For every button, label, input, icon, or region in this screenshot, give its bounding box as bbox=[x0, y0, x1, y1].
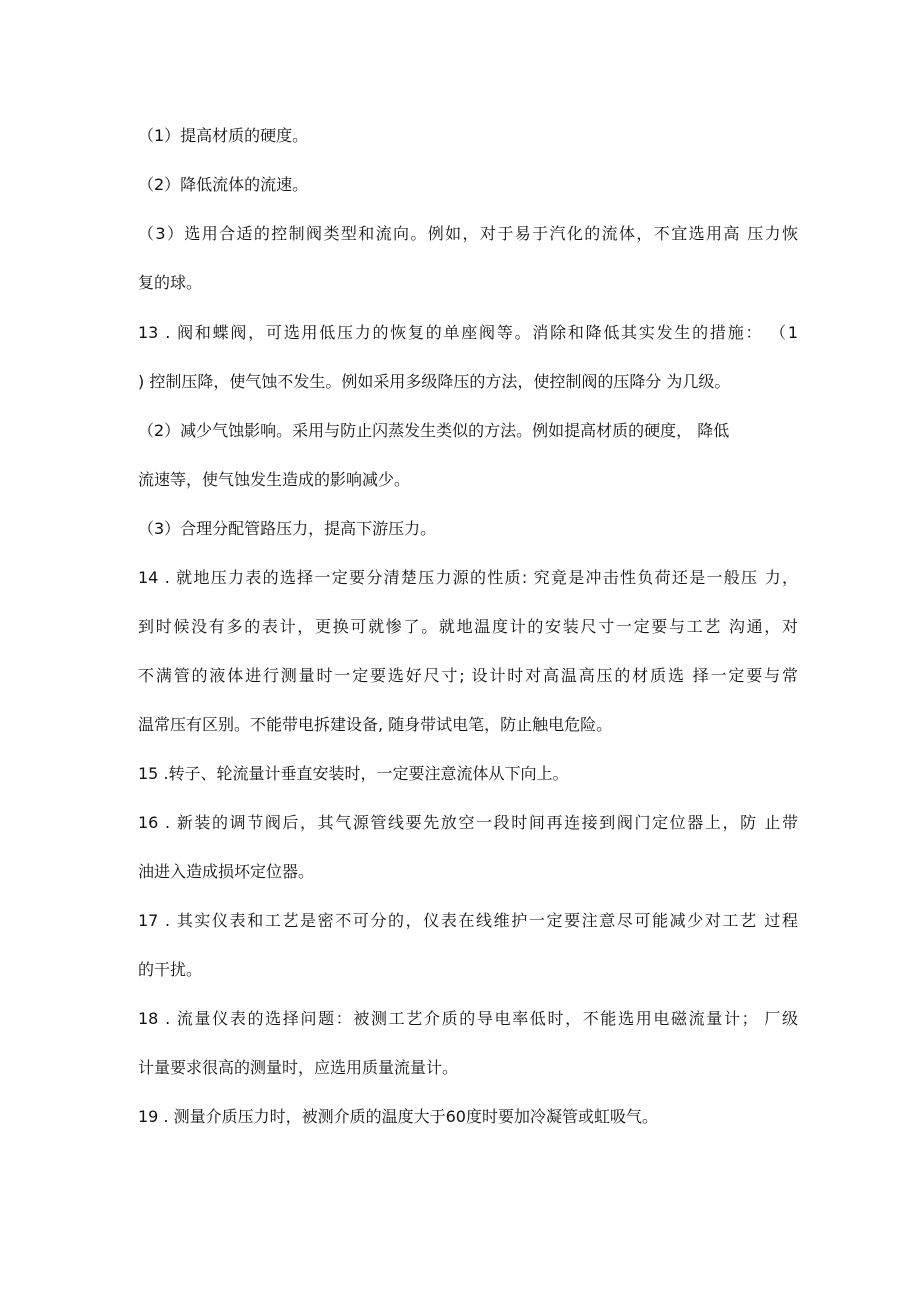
text-line: 到时候没有多的表计，更换可就惨了。就地温度计的安装尺寸一定要与工艺 沟通，对 bbox=[138, 617, 798, 636]
text-line: （1）提高材质的硬度。 bbox=[138, 126, 309, 145]
text-line: ) 控制压降，使气蚀不发生。例如采用多级降压的方法，使控制阀的压降分 为几级。 bbox=[138, 372, 731, 391]
text-line: 17 . 其实仪表和工艺是密不可分的，仪表在线维护一定要注意尽可能减少对工艺 过程 bbox=[138, 911, 798, 930]
text-line: 复的球。 bbox=[138, 273, 203, 292]
text-line: （2）减少气蚀影响。采用与防止闪蒸发生类似的方法。例如提高材质的硬度， 降低 bbox=[138, 421, 730, 440]
text-line: 16 . 新装的调节阀后，其气源管线要先放空一段时间再连接到阀门定位器上，防 止带 bbox=[138, 813, 798, 832]
text-line: （3）选用合适的控制阀类型和流向。例如，对于易于汽化的流体，不宜选用高 压力恢 bbox=[138, 224, 798, 243]
text-line: 19 . 测量介质压力时，被测介质的温度大于60度时要加冷凝管或虹吸气。 bbox=[138, 1107, 658, 1126]
text-line: 温常压有区别。不能带电拆建设备, 随身带试电笔，防止触电危险。 bbox=[138, 715, 613, 734]
text-line: 油进入造成损坏定位器。 bbox=[138, 862, 315, 881]
text-line: （2）降低流体的流速。 bbox=[138, 175, 309, 194]
text-line: 的干扰。 bbox=[138, 960, 203, 979]
text-line: 14 . 就地压力表的选择一定要分清楚压力源的性质: 究竟是冲击性负荷还是一般压 力， bbox=[138, 568, 798, 587]
text-line: 流速等，使气蚀发生造成的影响减少。 bbox=[138, 470, 411, 489]
text-line: 18 . 流量仪表的选择问题：被测工艺介质的导电率低时，不能选用电磁流量计； 厂级 bbox=[138, 1009, 798, 1028]
text-line: 计量要求很高的测量时，应选用质量流量计。 bbox=[138, 1058, 459, 1077]
text-line: （3）合理分配管路压力，提高下游压力。 bbox=[138, 519, 437, 538]
text-line: 不满管的液体进行测量时一定要选好尺寸; 设计时对高温高压的材质选 择一定要与常 bbox=[138, 666, 798, 685]
text-line: 15 .转子、轮流量计垂直安装时，一定要注意流体从下向上。 bbox=[138, 764, 569, 783]
text-line: 13 . 阀和蝶阀，可选用低压力的恢复的单座阀等。消除和降低其实发生的措施： （1 bbox=[138, 323, 798, 342]
